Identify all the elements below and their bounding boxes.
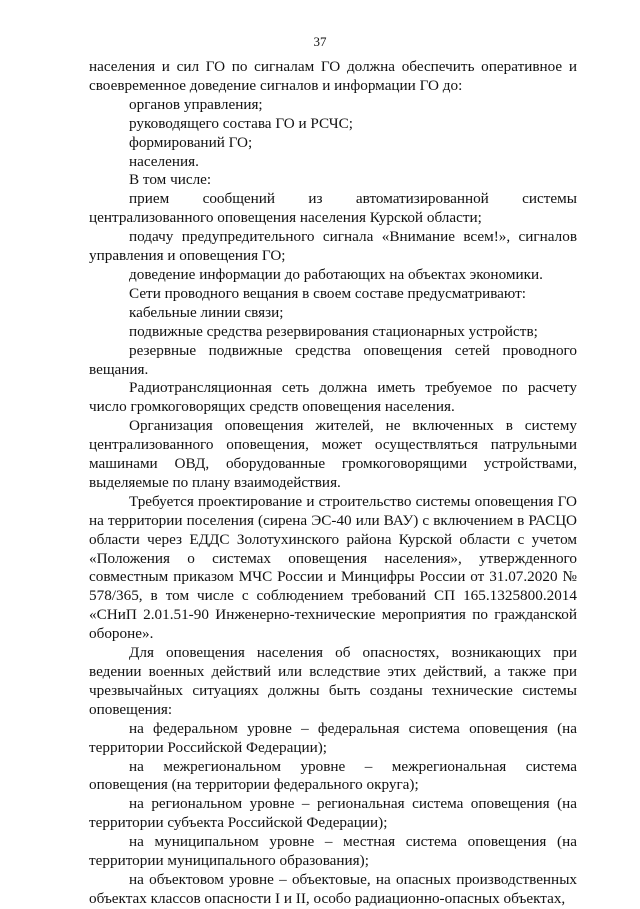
paragraph: Организация оповещения жителей, не включенных в систему централизованного оповещения, может осуществляться патрульными машинами ОВД, оборудованные громкоговорящими устройствами, выделяемые по плану взаимодействия. [89, 417, 577, 491]
list-item: кабельные линии связи; [129, 303, 284, 321]
list-item: подвижные средства резервирования стационарных устройств; [129, 322, 538, 340]
list-item: на региональном уровне – региональная система оповещения (на территории субъекта Российской Федерации); [89, 795, 577, 832]
list-item: прием сообщений из автоматизированной системы централизованного оповещения населения Курской области; [89, 190, 577, 227]
list-item: органов управления; [129, 95, 263, 113]
list-item: доведение информации до работающих на объектах экономики. [129, 265, 543, 283]
paragraph: населения и сил ГО по сигналам ГО должна обеспечить оперативное и своевременное доведение сигналов и информации ГО до: [89, 58, 577, 94]
paragraph: Сети проводного вещания в своем составе предусматривают: [129, 284, 526, 302]
body-text [89, 58, 577, 909]
list-item: на объектовом уровне – объектовые, на опасных производственных объектах классов опасности I и II, особо радиационно-опасных объектах, [89, 870, 577, 907]
page-number: 37 [313, 34, 327, 49]
list-item: на муниципальном уровне – местная система оповещения (на территории муниципального образования); [89, 833, 577, 870]
paragraph: Требуется проектирование и строительство системы оповещения ГО на территории поселения (сирена ЭС-40 или ВАУ) с включением в РАСЦО области через ЕДДС Золотухинского района Курской области с учетом «Положения о системах оповещения населения», утвержденного совместным приказом МЧС России и Минцифры России от 31.07.2020 № 578/365, в том числе с соблюдением требований СП 165.1325800.2014 «СНиП 2.01.51-90 Инженерно-технические мероприятия по гражданской обороне». [89, 492, 577, 643]
list-item: населения. [129, 152, 199, 170]
list-item: на федеральном уровне – федеральная система оповещения (на территории Российской Федерации); [89, 719, 577, 756]
list-item: руководящего состава ГО и РСЧС; [129, 114, 354, 132]
paragraph: Радиотрансляционная сеть должна иметь требуемое по расчету число громкоговорящих средств оповещения населения. [89, 379, 577, 416]
list-item: подачу предупредительного сигнала «Внимание всем!», сигналов управления и оповещения ГО; [89, 228, 577, 265]
paragraph: Для оповещения населения об опасностях, возникающих при ведении военных действий или вследствие этих действий, а также при чрезвычайных ситуациях должны быть созданы технические системы оповещения: [89, 644, 577, 718]
list-item: на межрегиональном уровне – межрегиональная система оповещения (на территории федерального округа); [89, 757, 577, 794]
paragraph: В том числе: [129, 171, 212, 189]
list-item: формирований ГО; [129, 133, 253, 151]
list-item: резервные подвижные средства оповещения сетей проводного вещания. [89, 341, 577, 378]
